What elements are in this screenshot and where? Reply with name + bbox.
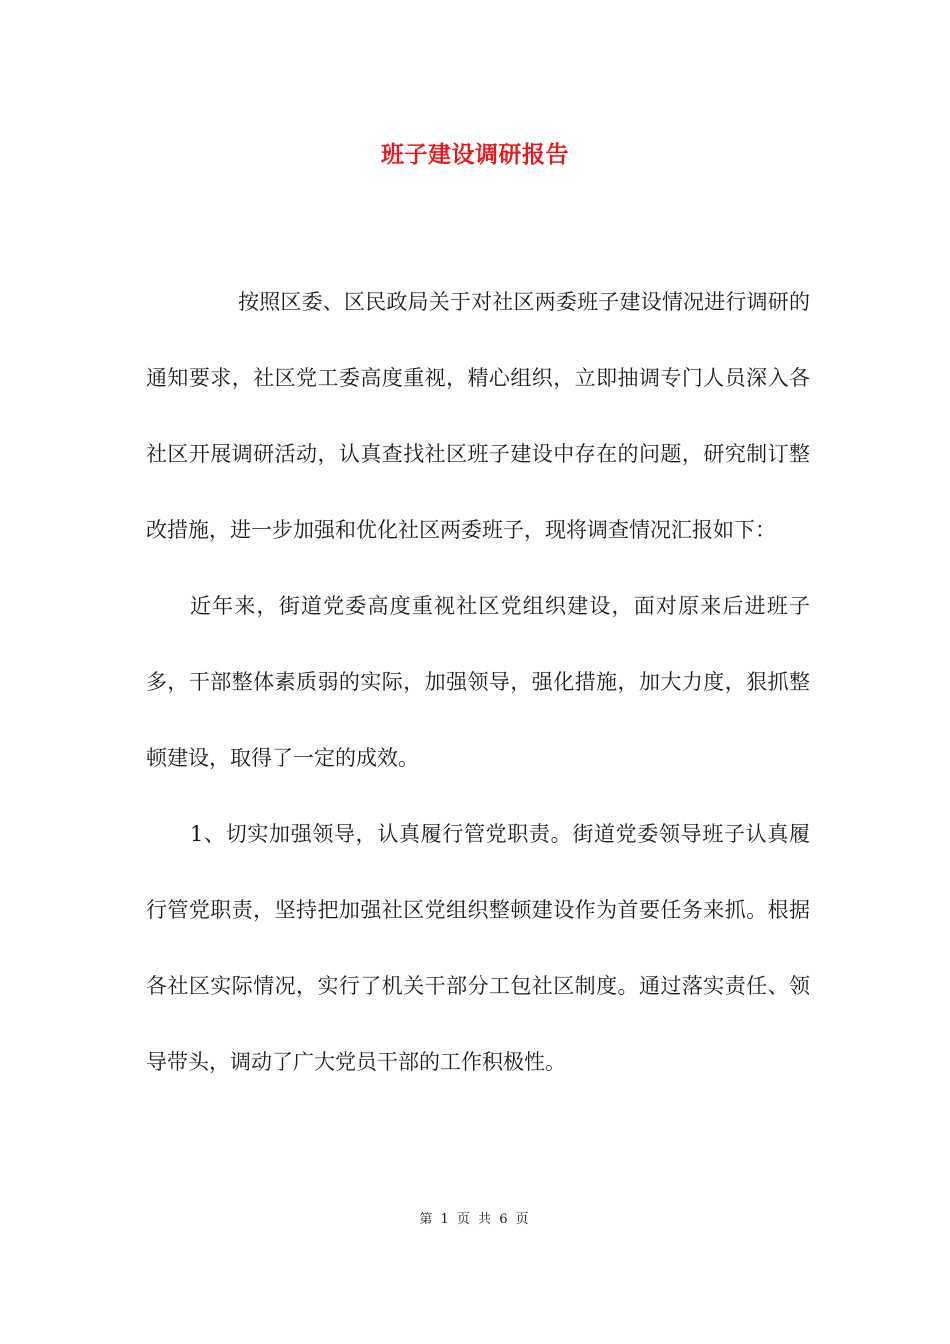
paragraph-intro: 按照区委、区民政局关于对社区两委班子建设情况进行调研的通知要求，社区党工委高度重视，精心组织，立即抽调专门人员深入各社区开展调研活动，认真查找社区班子建设中存在的问题，研究制订整改措施，进一步加强和优化社区两委班子，现将调查情况汇报如下： — [146, 290, 810, 542]
paragraph-overview: 近年来，街道党委高度重视社区党组织建设，面对原来后进班子多，干部整体素质弱的实际，加强领导，强化措施，加大力度，狠抓整顿建设，取得了一定的成效。 — [146, 594, 810, 770]
document-body — [146, 264, 810, 1100]
document-title: 班子建设调研报告 — [381, 141, 569, 168]
page-number-footer: 第 1 页 共 6 页 — [419, 1212, 531, 1227]
paragraph-point-1: 1、切实加强领导，认真履行管党职责。街道党委领导班子认真履行管党职责，坚持把加强社区党组织整顿建设作为首要任务来抓。根据各社区实际情况，实行了机关干部分工包社区制度。通过落实责任、领导带头，调动了广大党员干部的工作积极性。 — [146, 822, 810, 1074]
